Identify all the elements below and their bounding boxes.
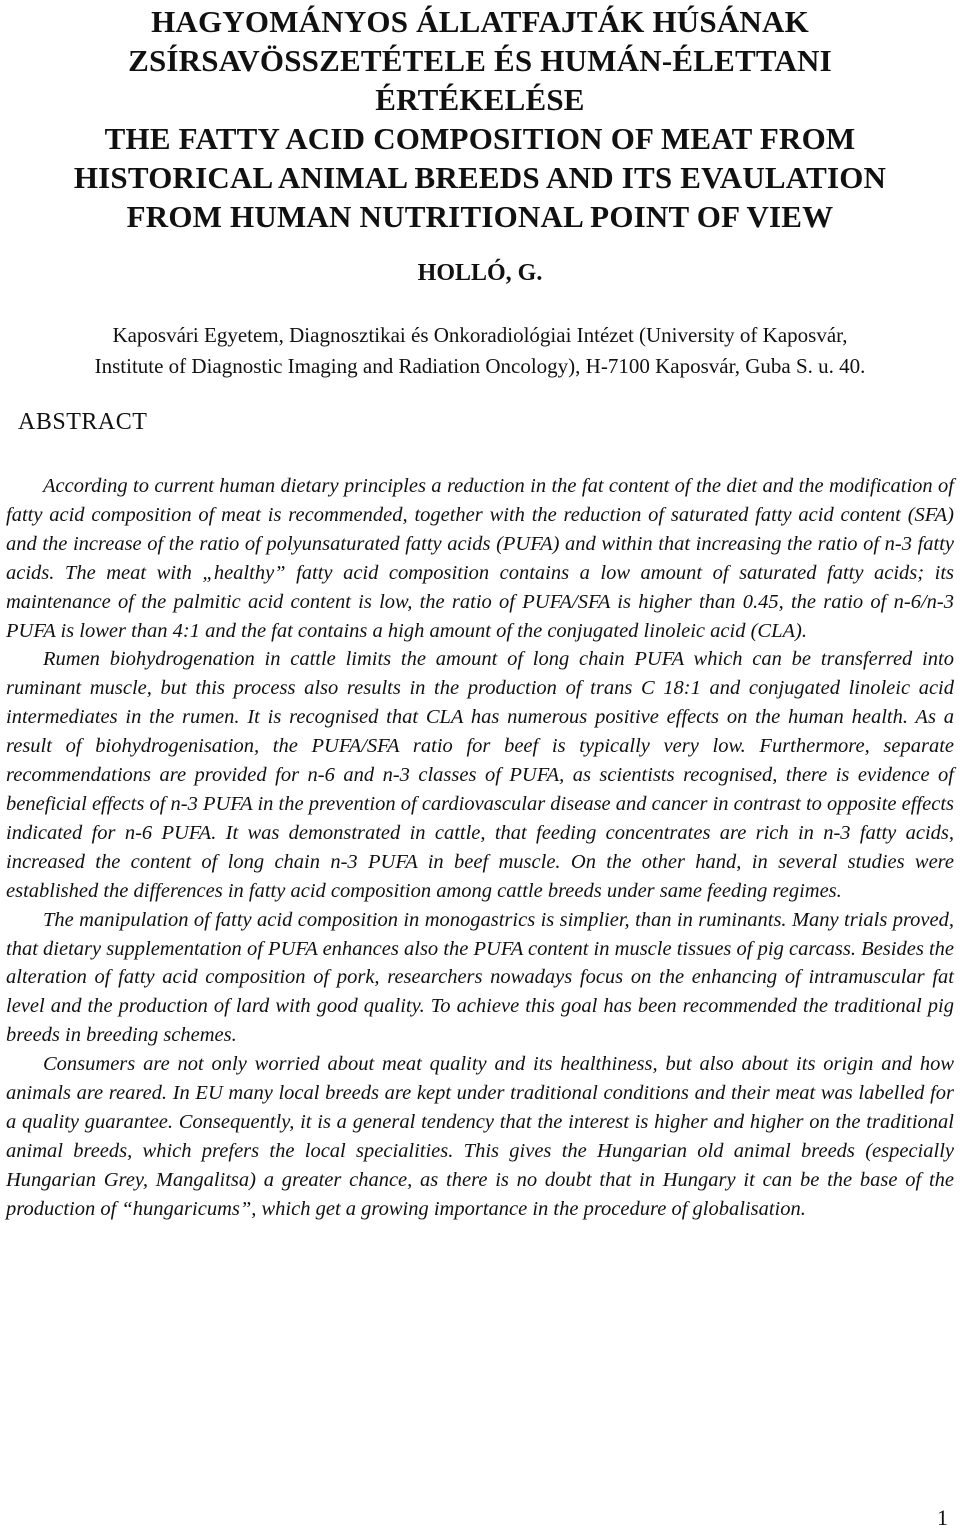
abstract-paragraph: The manipulation of fatty acid composition in monogastrics is simplier, than in ruminants. Many trials proved, that dietary supplementation of PUFA enhances also the PUFA content in muscle tissues of pig carcass. Besides the alteration of fatty acid composition of pork, researchers nowadays focus on the enhancing of intramuscular fat level and the production of lard with good quality. To achieve this goal has been recommended the traditional pig breeds in breeding schemes. [6,908,954,1047]
title-line: HAGYOMÁNYOS ÁLLATFAJTÁK HÚSÁNAK [151,4,809,39]
title-line: ÉRTÉKELÉSE [375,82,585,117]
abstract-paragraph: Consumers are not only worried about meat quality and its healthiness, but also about its origin and how animals are reared. In EU many local breeds are kept under traditional conditions and their meat was labelled for a quality guarantee. Consequently, it is a general tendency that the interest is higher and higher on the traditional animal breeds, which prefers the local specialities. This gives the Hungarian old animal breeds (especially Hungarian Grey, Mangalitsa) a greater chance, as there is no doubt that in Hungary it can be the base of the production of “hungaricums”, which get a growing importance in the procedure of globalisation. [6,1053,954,1220]
abstract-heading: ABSTRACT [18,409,148,435]
affiliation-line: Institute of Diagnostic Imaging and Radiation Oncology), H-7100 Kaposvár, Guba S. u. 40. [94,354,866,378]
author-affiliation [0,320,960,382]
title-line: FROM HUMAN NUTRITIONAL POINT OF VIEW [126,199,834,234]
title-line: THE FATTY ACID COMPOSITION OF MEAT FROM [104,121,856,156]
title-line: ZSÍRSAVÖSSZETÉTELE ÉS HUMÁN-ÉLETTANI [128,43,832,78]
page-number: 1 [937,1505,948,1530]
paper-title [0,2,960,236]
title-line: HISTORICAL ANIMAL BREEDS AND ITS EVAULATION [73,160,887,195]
abstract-paragraph: According to current human dietary principles a reduction in the fat content of the diet and the modification of fatty acid composition of meat is recommended, together with the reduction of saturated fatty acid content (SFA) and the increase of the ratio of polyunsaturated fatty acids (PUFA) and within that increasing the ratio of n-3 fatty acids. The meat with „healthy” fatty acid composition contains a low amount of saturated fatty acids; its maintenance of the palmitic acid content is low, the ratio of PUFA/SFA is higher than 0.45, the ratio of n-6/n-3 PUFA is lower than 4:1 and the fat contains a high amount of the conjugated linoleic acid (CLA). [6,475,954,642]
abstract-paragraph: Rumen biohydrogenation in cattle limits the amount of long chain PUFA which can be transferred into ruminant muscle, but this process also results in the production of trans C 18:1 and conjugated linoleic acid intermediates in the rumen. It is recognised that CLA has numerous positive effects on the human health. As a result of biohydrogenisation, the PUFA/SFA ratio for beef is typically very low. Furthermore, separate recommendations are provided for n-6 and n-3 classes of PUFA, as scientists recognised, there is evidence of beneficial effects of n-3 PUFA in the prevention of cardiovascular disease and cancer in contrast to opposite effects indicated for n-6 PUFA. It was demonstrated in cattle, that feeding concentrates are rich in n-3 fatty acids, increased the content of long chain n-3 PUFA in beef muscle. On the other hand, in several studies were established the differences in fatty acid composition among cattle breeds under same feeding regimes. [6,648,954,902]
abstract-body [6,472,954,1224]
affiliation-line: Kaposvári Egyetem, Diagnosztikai és Onkoradiológiai Intézet (University of Kaposvár, [112,323,848,347]
author-name: HOLLÓ, G. [417,260,543,286]
